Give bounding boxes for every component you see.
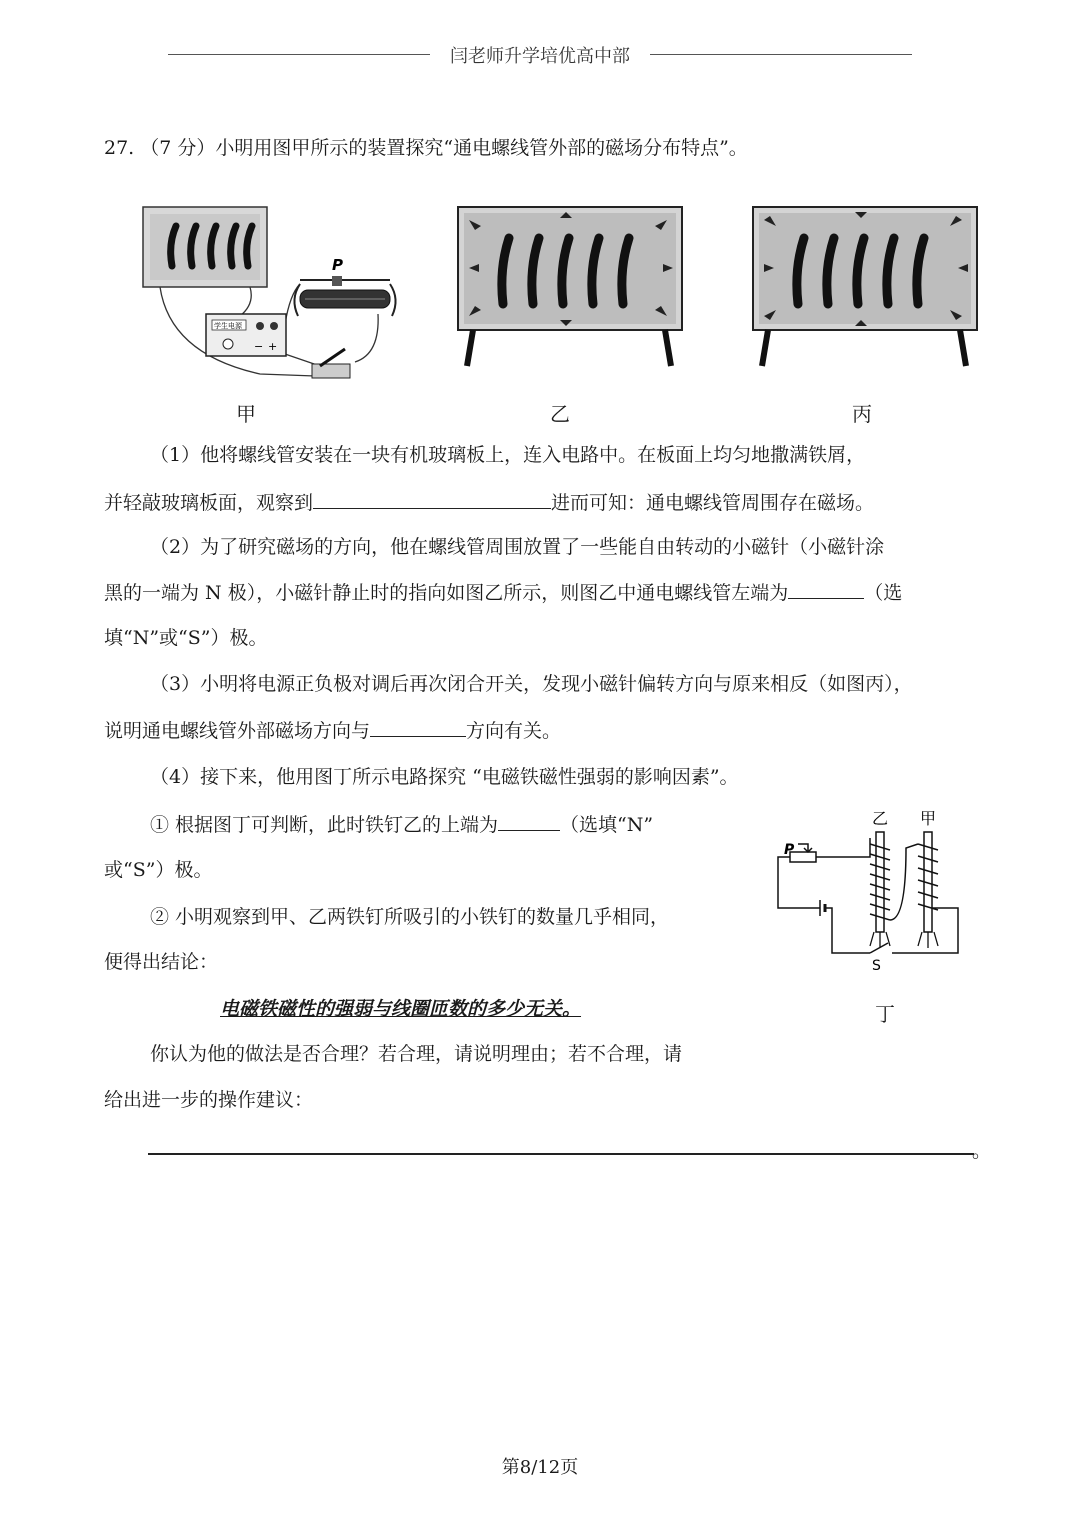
part1-line2: [104, 490, 994, 515]
student-conclusion: 电磁铁磁性的强弱与线圈匝数的多少无关。: [220, 998, 582, 1020]
part3-text-a: 说明通电螺线管外部磁场方向与: [104, 720, 371, 742]
part3-text-b: 方向有关。: [466, 720, 562, 742]
part4-q2: ② 小明观察到甲、乙两铁钉所吸引的小铁钉的数量几乎相同，: [150, 906, 670, 928]
ding-switch-s-label: S: [872, 958, 881, 973]
figure-label-yi: 乙: [550, 402, 570, 426]
power-plus-label: +: [268, 340, 278, 353]
answer-blank-1[interactable]: [313, 490, 551, 509]
part2-line2: [104, 580, 994, 605]
page-number: 第8/12页: [501, 1457, 579, 1478]
part1-line1: （1）他将螺线管安装在一块有机玻璃板上，连入电路中。在板面上均匀地撒满铁屑，: [150, 444, 866, 466]
question-title: 27. （7 分）小明用图甲所示的装置探究“通电螺线管外部的磁场分布特点”。: [104, 137, 748, 159]
part2-line1: （2）为了研究磁场的方向，他在螺线管周围放置了一些能自由转动的小磁针（小磁针涂: [150, 536, 885, 558]
answer-blank-3[interactable]: [370, 718, 466, 737]
part2-text-a: 黑的一端为 N 极），小磁针静止时的指向如图乙所示，则图乙中通电螺线管左端为: [104, 582, 789, 604]
power-minus-label: −: [254, 340, 264, 353]
part4-q2-line2: 便得出结论：: [104, 951, 219, 973]
ask-line2: 给出进一步的操作建议：: [104, 1089, 314, 1111]
part2-text-b: （选: [864, 582, 903, 604]
figure-bing: [750, 204, 982, 369]
slider-p-label: P: [332, 256, 343, 274]
figure-label-jia: 甲: [236, 402, 256, 426]
part4-q1-line2: 或“S”）极。: [104, 859, 213, 881]
figure-yi: [455, 204, 687, 369]
ding-nail-yi-label: 乙: [872, 809, 889, 828]
page-header: 闫老师升学培优高中部: [450, 46, 630, 67]
part2-line3: 填“N”或“S”）极。: [104, 627, 268, 649]
end-period: 。: [972, 1140, 992, 1162]
answer-blank-2[interactable]: [788, 580, 864, 599]
ding-p-label: P: [784, 842, 795, 858]
power-supply-label: 学生电源: [214, 322, 242, 330]
figure-jia: [140, 204, 410, 389]
ask-line1: 你认为他的做法是否合理？若合理，请说明理由；若不合理，请: [150, 1043, 683, 1065]
answer-blank-5[interactable]: [148, 1153, 974, 1155]
answer-blank-4[interactable]: [498, 812, 560, 831]
figure-label-ding: 丁: [875, 1002, 895, 1026]
part3-line1: （3）小明将电源正负极对调后再次闭合开关，发现小磁针偏转方向与原来相反（如图丙），: [150, 673, 913, 695]
part3-line2: [104, 718, 994, 743]
figure-label-bing: 丙: [852, 402, 872, 426]
part1-text-b: 进而可知：通电螺线管周围存在磁场。: [551, 492, 875, 514]
part4-line1: （4）接下来，他用图丁所示电路探究 “电磁铁磁性强弱的影响因素”。: [150, 766, 739, 788]
part4-q1-text-b: （选填“N”: [560, 814, 654, 836]
header-rule-right: [650, 54, 912, 55]
part4-q1-text-a: ① 根据图丁可判断，此时铁钉乙的上端为: [150, 814, 499, 836]
ding-nail-jia-label: 甲: [920, 809, 937, 828]
part1-text-a: 并轻敲玻璃板面，观察到: [104, 492, 314, 514]
figure-ding: [770, 808, 970, 973]
